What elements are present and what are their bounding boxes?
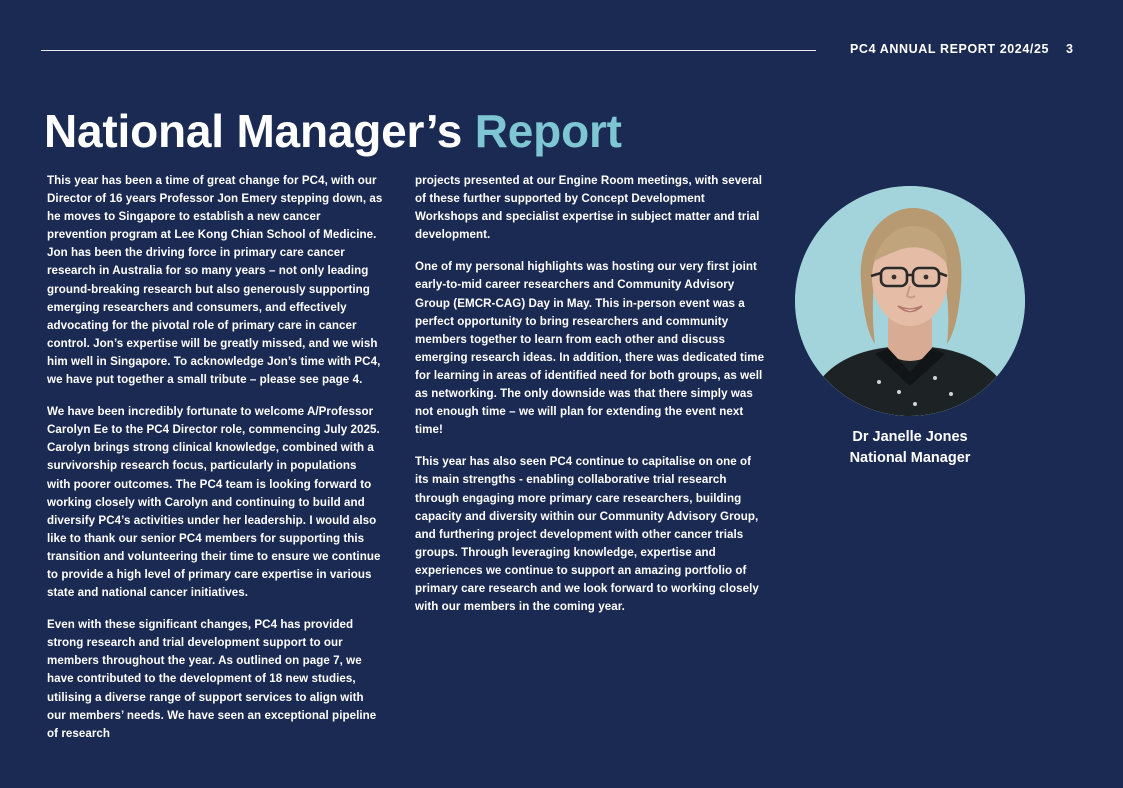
body-column-left — [47, 172, 383, 757]
portrait-illustration — [795, 186, 1025, 416]
portrait-caption — [795, 427, 1025, 469]
page-title-part2: Report — [474, 104, 622, 157]
page-title-part1: National Manager’s — [44, 104, 475, 157]
paragraph: projects presented at our Engine Room meetings, with several of these further supported by Concept Development Workshops and specialist expertise in subject matter and trial development. — [415, 174, 763, 242]
body-column-right — [415, 172, 767, 630]
portrait-caption-role: National Manager — [849, 450, 971, 466]
paragraph: Even with these significant changes, PC4 has provided strong research and trial development support to our members throughout the year. As outlined on page 7, we have contributed to the development of 18 new studies, utilising a diverse range of support services to align with our members’ needs. We have seen an exceptional pipeline of research — [47, 618, 377, 740]
paragraph: This year has also seen PC4 continue to capitalise on one of its main strengths - enabling collaborative trial research through engaging more primary care researchers, building capacity and diversity within our Community Advisory Group, and furthering project development with other cancer trials groups. Through leveraging knowledge, expertise and experiences we continue to support an amazing portfolio of primary care research and we look forward to working closely with our members in the coming year. — [415, 455, 759, 614]
portrait-photo — [795, 186, 1025, 416]
paragraph: One of my personal highlights was hosting our very first joint early-to-mid career researchers and Community Advisory Group (EMCR-CAG) Day in May. This in-person event was a perfect opportunity to bring researchers and community members together to learn from each other and discuss emerging research ideas. In addition, there was dedicated time for learning in areas of identified need for both groups, as well as networking. The only downside was that there simply was not enough time – we will plan for extending the event next time! — [415, 260, 765, 437]
report-header-label: PC4 ANNUAL REPORT 2024/25 — [850, 42, 1050, 56]
paragraph: This year has been a time of great change for PC4, with our Director of 16 years Professor Jon Emery stepping down, as he moves to Singapore to establish a new cancer prevention program at Lee Kong Chian School of Medicine. Jon has been the driving force in primary care cancer research in Australia for so many years – not only leading ground-breaking research but also generously supporting emerging researchers and consumers, and effectively advocating for the pivotal role of primary care in cancer control. Jon’s expertise will be greatly missed, and we wish him well in Singapore. To acknowledge Jon’s time with PC4, we have put together a small tribute – please see page 4. — [47, 174, 383, 387]
portrait-caption-name: Dr Janelle Jones — [852, 429, 968, 445]
paragraph: We have been incredibly fortunate to welcome A/Professor Carolyn Ee to the PC4 Director role, commencing July 2025. Carolyn brings strong clinical knowledge, combined with a survivorship research focus, particularly in populations with poorer outcomes. The PC4 team is looking forward to working closely with Carolyn and continuing to build and diversify PC4’s activities under her leadership. I would also like to thank our senior PC4 members for supporting this transition and volunteering their time to ensure we continue to provide a high level of primary care expertise in various state and national cancer initiatives. — [47, 405, 381, 600]
page-title — [44, 103, 622, 159]
header-divider — [41, 50, 816, 51]
page-number: 3 — [1066, 42, 1073, 56]
